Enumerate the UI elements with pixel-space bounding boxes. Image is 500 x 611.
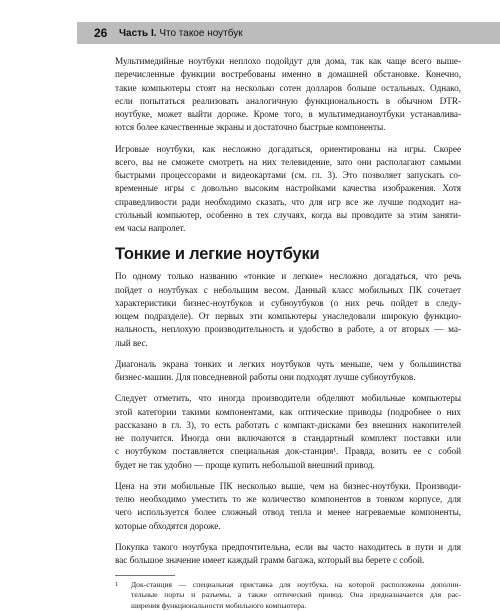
section-heading: Тонкие и легкие ноутбуки — [115, 245, 320, 264]
top-paragraphs — [115, 56, 461, 236]
text-line: не получится. Иногда они включаются в стандартный комплект поставки или — [115, 434, 461, 444]
footnote-line: ширения функциональности мобильного компьютера. — [131, 600, 307, 610]
text-line: лый вес. — [115, 338, 148, 349]
text-line: Мультимедийные ноутбуки неплохо подойдут для дома, так как чаще всего выше- — [115, 57, 461, 67]
part-title: Что такое ноутбук — [159, 27, 243, 39]
paragraph-gap — [115, 136, 461, 144]
paragraph — [115, 359, 461, 386]
running-head-title — [119, 28, 243, 39]
text-line: чего используется более сложный отвод тепла и менее нагреваемые компоненты, — [115, 508, 461, 519]
page-body — [115, 56, 461, 611]
text-line: которые обходятся дороже. — [115, 521, 221, 532]
paragraph-gap — [115, 351, 461, 359]
text-line: телю необходимо уместить то же количество компонентов в тонком корпусе, для — [115, 495, 461, 505]
footnote-line: Док-станция — специальная приставка для ноутбука, на которой расположены дополни- — [131, 580, 461, 590]
text-line: характеристики бизнес-ноутбуков и субноутбуков (о них речь пойдет в следу- — [115, 298, 461, 309]
paragraph — [115, 481, 461, 534]
paragraph — [115, 144, 461, 237]
paragraph-gap — [115, 534, 461, 542]
text-line: рассказано в гл. 3), то есть работать с компакт-дисками без внешних накопителей — [115, 420, 461, 431]
text-line: пойдет о ноутбуках с небольшим весом. Данный класс мобильных ПК сочетает — [115, 285, 461, 296]
text-line: Покупка такого ноутбука предпочтительна, если вы часто находитесь в пути и для — [115, 542, 461, 553]
text-line: ем часы напролет. — [115, 224, 186, 234]
running-header — [77, 22, 500, 44]
footnote-mark: 1 — [115, 581, 119, 589]
text-line: ющем подразделе). От первых эти компьютеры унаследовали широкую функцио- — [115, 312, 461, 322]
text-line: вас большое значение имеет каждый грамм багажа, который вы берете с собой. — [115, 556, 425, 566]
paragraph — [115, 271, 461, 351]
footnote — [115, 580, 461, 611]
paragraph — [115, 542, 461, 569]
text-line: стольный компьютер, особенно в тех случаях, когда вы проводите за этим заняти- — [115, 210, 461, 221]
footnote-divider — [115, 575, 175, 576]
text-line: нальность, неплохую производительность и удобство в работе, а от вторых — ма- — [115, 325, 461, 336]
text-line: быстрыми процессорами и видеокартами (см. гл. 3). Это позволяет запускать со- — [115, 171, 461, 181]
page-number: 26 — [94, 26, 108, 40]
footnote-text — [131, 580, 461, 611]
paragraph — [115, 393, 461, 473]
text-line: временные игры с довольно высоким настройками качества изображения. Хотя — [115, 184, 461, 195]
text-line: если попытаться реализовать аналогичную функциональность в обычном DTR- — [115, 96, 461, 107]
text-line: этой категории такими компонентами, как оптические приводы (подробнее о них — [115, 407, 461, 418]
text-line: Следует отметить, что иногда производители обделяют мобильные компьютеры — [115, 394, 461, 405]
text-line: перечисленные функции востребованы именно в домашней обстановке. Конечно, — [115, 70, 461, 81]
text-line: бизнес-машин. Для повседневной работы они подходят лучше субноутбуков. — [115, 373, 416, 383]
text-line: такие компьютеры стоят на несколько сотен долларов больше остальных. Однако, — [115, 83, 461, 94]
text-line: ются более качественные экраны и достаточно быстрые компоненты. — [115, 123, 386, 134]
paragraph-gap — [115, 385, 461, 393]
part-label: Часть I. — [119, 27, 157, 39]
paragraph — [115, 56, 461, 136]
text-line: Игровые ноутбуки, как несложно догадаться, ориентированы на игры. Скорее — [115, 144, 461, 155]
text-line: справедливости ради необходимо сказать, что для игр все же лучше подходит на- — [115, 197, 461, 208]
paragraph-gap — [115, 473, 461, 481]
text-line: будет не так удобно — проще купить небольшой внешний привод. — [115, 460, 375, 471]
text-line: с ноутбуком поставляется специальная док-станция¹. Правда, возить ее с собой — [115, 447, 461, 458]
text-line: Диагональ экрана тонких и легких ноутбуков чуть меньше, чем у большинства — [115, 359, 461, 370]
text-line: Цена на эти мобильные ПК несколько выше, чем на бизнес-ноутбуки. Производи- — [115, 481, 461, 492]
footnote-line: тельные порты и разъемы, а также оптический привод. Она предназначается для рас- — [131, 590, 461, 600]
text-line: ноутбуке, может выйти дороже. Кроме того, в мультимедианоутбуки устанавлива- — [115, 110, 461, 120]
text-line: По одному только названию «тонкие и легкие» несложно догадаться, что речь — [115, 272, 461, 283]
text-line: всего, вы не сможете смотреть на них телевидение, зато они располагают самыми — [115, 157, 461, 168]
bottom-paragraphs — [115, 271, 461, 568]
